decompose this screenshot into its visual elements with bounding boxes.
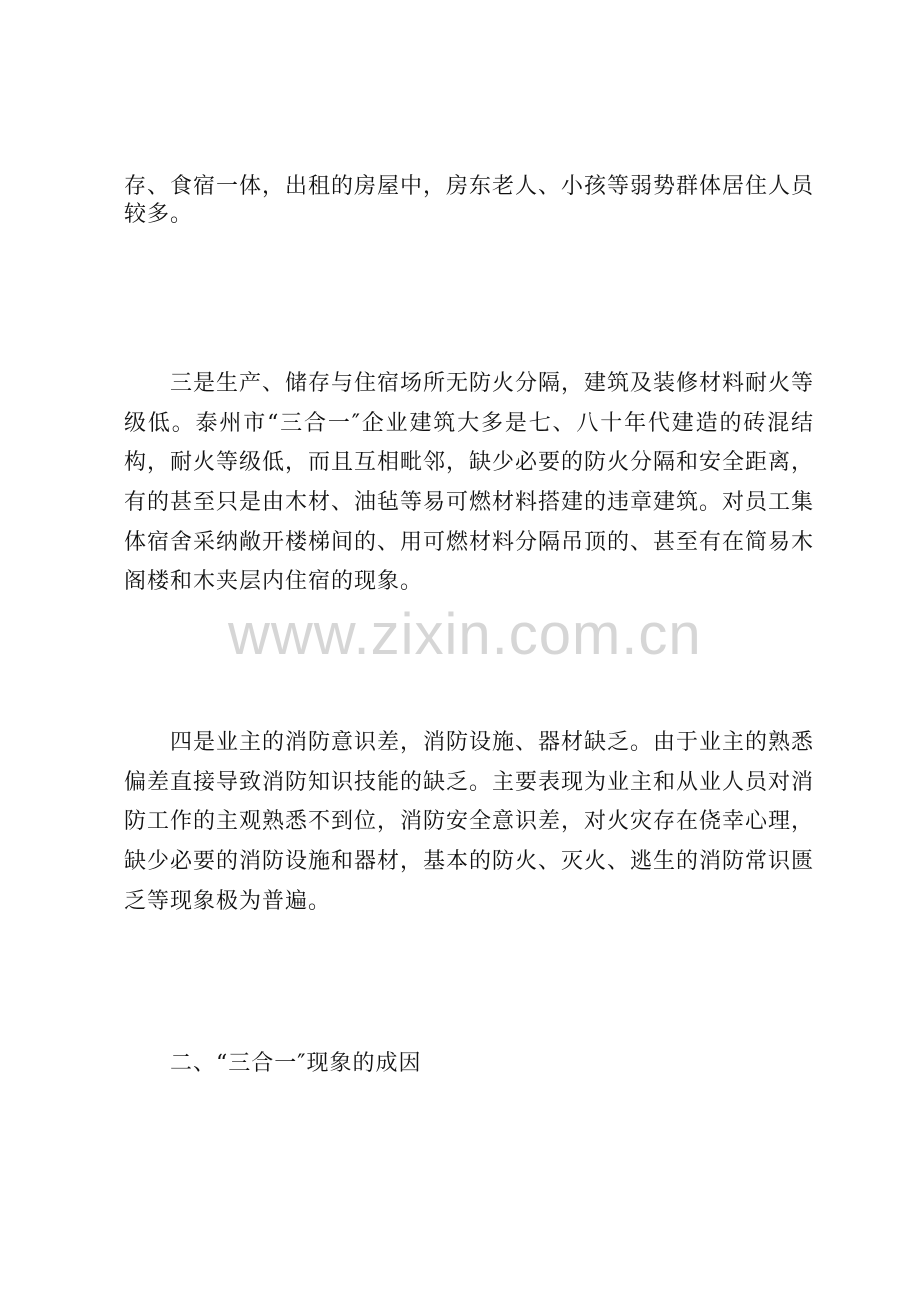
text-line: 乏等现象极为普遍。 [124, 889, 332, 914]
text-line: 缺少必要的消防设施和器材，基本的防火、灭火、逃生的消防常识匮 [124, 849, 815, 874]
text-line-indented: 四是业主的消防意识差，消防设施、器材缺乏。由于业主的熟悉 [170, 730, 815, 755]
section-heading: 二、“三合一″现象的成因 [170, 1051, 422, 1076]
text-line: 较多。 [124, 202, 194, 227]
text-line: 阁楼和木夹层内住宿的现象。 [124, 569, 424, 594]
text-line: 构，耐火等级低，而且互相毗邻，缺少必要的防火分隔和安全距离， [124, 450, 815, 475]
text-line: 有的甚至只是由木材、油毡等易可燃材料搭建的违章建筑。对员工集 [124, 490, 815, 515]
text-line: 体宿舍采纳敞开楼梯间的、用可燃材料分隔吊顶的、甚至有在简易木 [124, 530, 815, 555]
text-line: 防工作的主观熟悉不到位，消防安全意识差，对火灾存在侥幸心理， [124, 809, 815, 834]
watermark: www.zixin.com.cn [228, 602, 702, 667]
text-line-indented: 三是生产、储存与住宿场所无防火分隔，建筑及装修材料耐火等 [170, 371, 815, 396]
text-line: 偏差直接导致消防知识技能的缺乏。主要表现为业主和从业人员对消 [124, 770, 815, 795]
text-line: 存、食宿一体，出租的房屋中，房东老人、小孩等弱势群体居住人员 [124, 174, 815, 199]
text-line: 级低。泰州市“三合一″企业建筑大多是七、八十年代建造的砖混结 [124, 411, 814, 436]
